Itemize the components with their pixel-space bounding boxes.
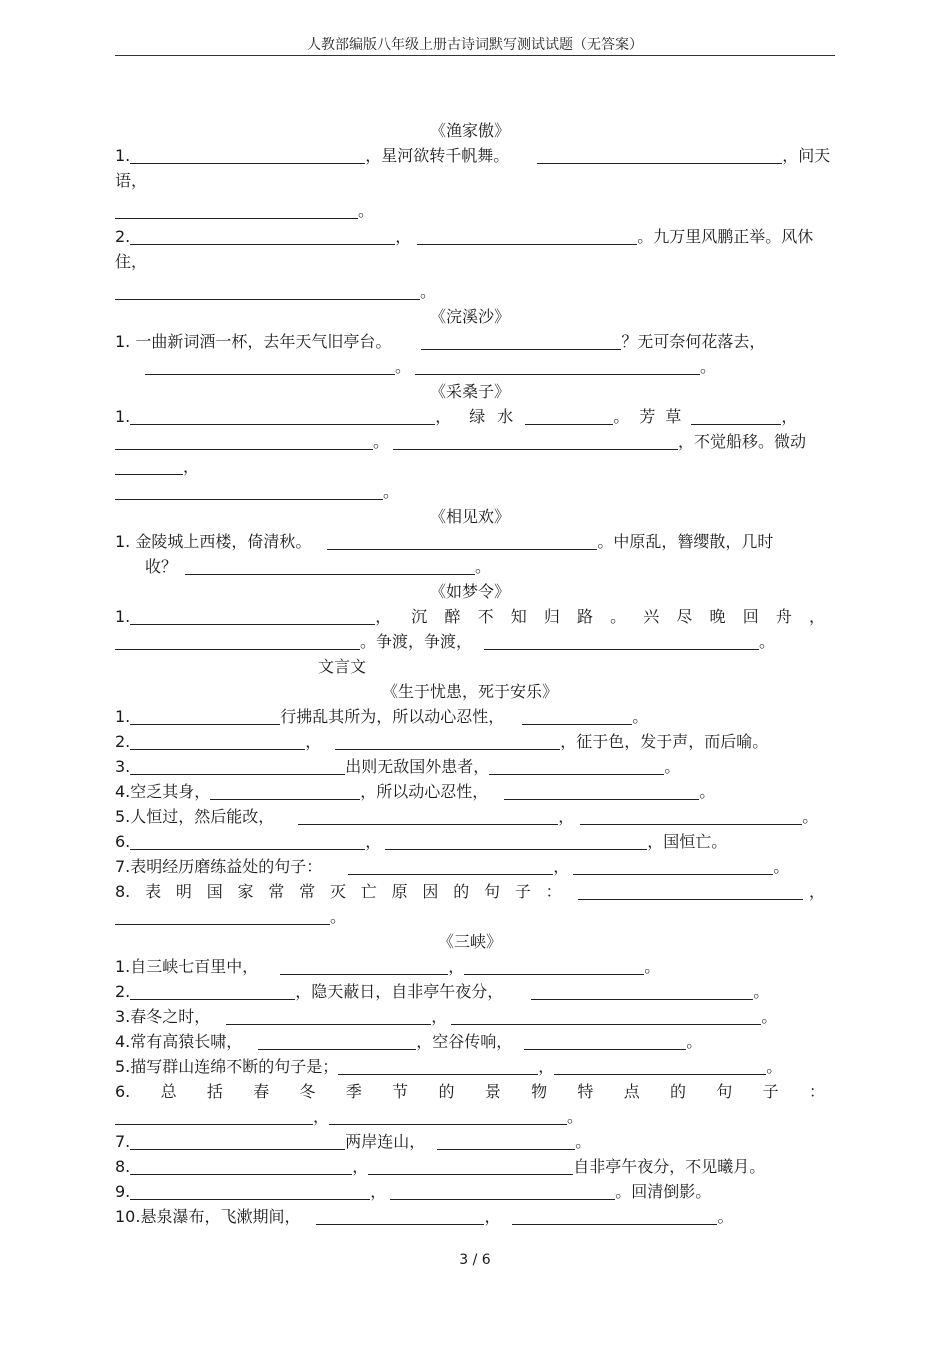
question-row [115, 754, 825, 779]
answer-blank[interactable] [522, 708, 632, 725]
question-text: 5.描写群山连绵不断的句子是； [115, 1057, 339, 1076]
answer-blank[interactable] [573, 858, 773, 875]
question-row [115, 454, 825, 479]
question-text: 10.悬泉瀑布，飞漱期间， [115, 1207, 301, 1226]
question-text: 。 [700, 357, 717, 376]
question-text: ， [435, 407, 452, 426]
question-text: 。 [699, 782, 716, 801]
char: 归 [543, 607, 560, 626]
question-row [115, 224, 825, 249]
question-row [115, 1029, 825, 1054]
answer-blank[interactable] [130, 608, 375, 625]
question-text: 3.春冬之时， [115, 1007, 211, 1026]
section-title-xiangjianhuan: 《相见欢》 [429, 507, 510, 526]
answer-blank[interactable] [115, 633, 360, 650]
question-text: 1. 金陵城上西楼，倚清秋。 [115, 532, 312, 551]
question-row [115, 529, 825, 554]
question-number: 2. [115, 227, 131, 246]
answer-blank[interactable] [130, 708, 280, 725]
question-text: 4.空乏其身， [115, 782, 211, 801]
question-text: 。 [420, 282, 437, 301]
char: 的 [438, 1082, 455, 1101]
question-text: 。 [761, 1007, 778, 1026]
question-text: ， [370, 1182, 387, 1201]
question-text: 5.人恒过，然后能改， [115, 807, 275, 826]
question-text: 。 [717, 1207, 734, 1226]
section-title-shengyuyouhuan: 《生于忧患，死于安乐》 [381, 682, 558, 701]
char: 回 [742, 607, 759, 626]
question-number: 2. [115, 982, 131, 1001]
question-row [115, 629, 825, 654]
question-text: ， [781, 407, 798, 426]
char: 的 [670, 1082, 687, 1101]
question-text: 。中原乱，簪缨散，几时 [597, 532, 774, 551]
char: 舟 [775, 607, 792, 626]
question-text: 。 [373, 432, 390, 451]
question-row [115, 168, 825, 193]
answer-blank[interactable] [258, 1033, 416, 1050]
answer-blank[interactable] [451, 1008, 761, 1025]
answer-blank[interactable] [368, 1158, 573, 1175]
question-number: 8. [115, 1157, 131, 1176]
question-row [115, 879, 825, 904]
char: 子 [762, 1082, 779, 1101]
question-text: 。争渡，争渡， [360, 632, 473, 651]
char: 节 [392, 1082, 409, 1101]
question-text: ， [375, 607, 392, 626]
question-text: 自非亭午夜分，不见曦月。 [573, 1157, 766, 1176]
char: 亡 [360, 882, 377, 901]
question-row [115, 1179, 825, 1204]
question-row [115, 704, 825, 729]
char: ， [808, 607, 825, 626]
char: 兴 [643, 607, 660, 626]
answer-blank[interactable] [115, 433, 373, 450]
answer-blank[interactable] [390, 1183, 615, 1200]
question-text: ， [183, 457, 200, 476]
answer-blank[interactable] [115, 1108, 313, 1125]
question-text: 。 [644, 957, 661, 976]
section-title-yujiaao: 《渔家傲》 [429, 121, 510, 140]
question-row [115, 829, 825, 854]
question-number: 2. [115, 732, 131, 751]
question-row [115, 329, 825, 354]
question-number: 6. [115, 832, 131, 851]
question-text: ， [484, 1207, 501, 1226]
question-text: 。 [753, 982, 770, 1001]
question-text: ，征于色，发于声，而后喻。 [560, 732, 769, 751]
char: 季 [345, 1082, 362, 1101]
answer-blank[interactable] [130, 408, 435, 425]
question-text: 出则无敌国外患者， [345, 757, 490, 776]
char: 景 [484, 1082, 501, 1101]
char: 句 [484, 882, 501, 901]
answer-blank[interactable] [417, 228, 637, 245]
question-text: ， [313, 1107, 330, 1126]
question-text: ， [305, 732, 322, 751]
char: 知 [510, 607, 527, 626]
char: 。 [610, 607, 627, 626]
char: 物 [531, 1082, 548, 1101]
char: 明 [175, 882, 192, 901]
char: 常 [299, 882, 316, 901]
answer-blank[interactable] [484, 633, 759, 650]
question-text: 1. 一曲新词酒一杯，去年天气旧亭台。 [115, 332, 392, 351]
question-number: 7. [115, 1132, 131, 1151]
question-row [115, 1079, 825, 1104]
answer-blank[interactable] [316, 1208, 484, 1225]
question-text: ，星河欲转千帆舞。 [365, 146, 510, 165]
question-text: 。 [575, 1132, 592, 1151]
question-number: 1. [115, 607, 131, 626]
answer-blank[interactable] [554, 1058, 766, 1075]
answer-blank[interactable] [115, 458, 183, 475]
question-text: 。 [567, 1107, 584, 1126]
question-text: 。 [383, 482, 400, 501]
question-text: 。 [759, 632, 776, 651]
char: 点 [623, 1082, 640, 1101]
answer-blank[interactable] [329, 1108, 567, 1125]
question-text: 7.表明经历磨练益处的句子： [115, 857, 323, 876]
question-text: 绿水 [469, 407, 526, 426]
answer-blank[interactable] [130, 833, 365, 850]
answer-blank[interactable] [578, 883, 803, 900]
answer-blank[interactable] [327, 533, 597, 550]
char: 常 [268, 882, 285, 901]
question-text: 。 [773, 857, 790, 876]
char: 晚 [709, 607, 726, 626]
answer-blank[interactable] [115, 283, 420, 300]
answer-blank[interactable] [210, 783, 360, 800]
char: 因 [422, 882, 439, 901]
answer-blank[interactable] [393, 433, 678, 450]
answer-blank[interactable] [130, 1133, 345, 1150]
worksheet [115, 118, 831, 1229]
section-title-huanxisha: 《浣溪沙》 [429, 307, 510, 326]
question-row [115, 404, 825, 429]
answer-blank[interactable] [130, 1158, 352, 1175]
question-text: ， [448, 957, 465, 976]
question-row [115, 1054, 825, 1079]
char: 尽 [676, 607, 693, 626]
spread-text [115, 879, 562, 904]
question-text: ？无可奈何花落去， [621, 332, 766, 351]
question-row [115, 1204, 825, 1229]
question-text: 住， [115, 252, 148, 271]
answer-blank[interactable] [115, 202, 358, 219]
question-text: 语， [115, 171, 148, 190]
char: 不 [477, 607, 494, 626]
question-text: ，问天 [782, 146, 831, 165]
answer-blank[interactable] [335, 733, 560, 750]
char: 醉 [444, 607, 461, 626]
char: ： [808, 1082, 825, 1101]
char: 表 [145, 882, 162, 901]
answer-blank[interactable] [130, 228, 395, 245]
question-text: ， [538, 1057, 555, 1076]
page-header: 人教部编版八年级上册古诗词默写测试试题（无答案） [307, 37, 643, 53]
section-title-caisangzi: 《采桑子》 [429, 382, 510, 401]
char: 沉 [411, 607, 428, 626]
question-row [115, 429, 825, 454]
question-row [115, 249, 825, 274]
answer-blank[interactable] [115, 483, 383, 500]
question-text: ， [352, 1157, 369, 1176]
question-text: ， [558, 807, 575, 826]
question-text: 。 [664, 757, 681, 776]
question-row [115, 779, 825, 804]
answer-blank[interactable] [489, 758, 664, 775]
answer-blank[interactable] [298, 808, 558, 825]
question-text: ， [553, 857, 570, 876]
answer-blank[interactable] [130, 1183, 370, 1200]
question-row [115, 554, 825, 579]
answer-blank[interactable] [512, 1208, 717, 1225]
char: 家 [237, 882, 254, 901]
question-text: ， [395, 227, 412, 246]
answer-blank[interactable] [691, 408, 781, 425]
char: 国 [206, 882, 223, 901]
question-text: 4.常有高猿长啸， [115, 1032, 243, 1051]
question-text: 两岸连山， [345, 1132, 426, 1151]
question-row [115, 804, 825, 829]
answer-blank[interactable] [226, 1008, 431, 1025]
question-row [115, 729, 825, 754]
char: 原 [391, 882, 408, 901]
section-title-sanxia: 《三峡》 [437, 932, 502, 951]
question-text: ，隐天蔽日，自非亭午夜分， [295, 982, 504, 1001]
answer-blank[interactable] [524, 1033, 686, 1050]
answer-blank[interactable] [185, 558, 475, 575]
question-row [115, 904, 825, 929]
question-text: 1.自三峡七百里中， [115, 957, 259, 976]
char: 路 [576, 607, 593, 626]
char: 春 [253, 1082, 270, 1101]
char: 特 [577, 1082, 594, 1101]
answer-blank[interactable] [115, 908, 330, 925]
question-row [115, 1129, 825, 1154]
answer-blank[interactable] [464, 958, 644, 975]
question-row [115, 979, 825, 1004]
question-row [115, 854, 825, 879]
answer-blank[interactable] [338, 1058, 538, 1075]
answer-blank[interactable] [525, 408, 613, 425]
header-rule [115, 55, 835, 56]
question-text: 。 [395, 357, 412, 376]
question-number: 9. [115, 1182, 131, 1201]
answer-blank[interactable] [348, 858, 553, 875]
char: 冬 [299, 1082, 316, 1101]
question-number: 1. [115, 707, 131, 726]
question-row [115, 1154, 825, 1179]
question-text: 收？ [145, 557, 178, 576]
question-number: 1. [115, 407, 131, 426]
answer-blank[interactable] [130, 733, 305, 750]
answer-blank[interactable] [531, 983, 753, 1000]
question-text: 。芳草 [613, 407, 692, 426]
char: 括 [206, 1082, 223, 1101]
answer-blank[interactable] [421, 333, 621, 350]
answer-blank[interactable] [415, 358, 700, 375]
answer-blank[interactable] [145, 358, 395, 375]
question-text: 。 [766, 1057, 783, 1076]
question-text: 行拂乱其所为，所以动心忍性， [280, 707, 505, 726]
spread-text [411, 604, 825, 629]
answer-blank[interactable] [130, 983, 295, 1000]
question-row [115, 1004, 825, 1029]
question-text: ， [808, 882, 825, 901]
question-text: ，不觉船移。微动 [678, 432, 807, 451]
question-text: ，空谷传响， [416, 1032, 513, 1051]
char: ： [545, 882, 562, 901]
question-text: ， [365, 832, 382, 851]
question-row [115, 1104, 825, 1129]
char: 句 [716, 1082, 733, 1101]
question-number: 3. [115, 757, 131, 776]
question-text: 。 [802, 807, 819, 826]
char: 子 [514, 882, 531, 901]
question-text: 。九万里风鹏正举。风休 [637, 227, 814, 246]
question-row [115, 479, 825, 504]
question-row [115, 354, 825, 379]
question-text: ，国恒亡。 [647, 832, 728, 851]
question-text: ，所以动心忍性， [360, 782, 489, 801]
page-number: 3 / 6 [459, 1252, 491, 1268]
answer-blank[interactable] [130, 147, 365, 164]
answer-blank[interactable] [504, 783, 699, 800]
question-row [115, 143, 831, 168]
question-text: 。 [330, 907, 347, 926]
answer-blank[interactable] [130, 758, 345, 775]
question-text: 。 [358, 201, 375, 220]
question-text: 。回清倒影。 [615, 1182, 712, 1201]
question-text: ， [431, 1007, 448, 1026]
section-heading-classical: 文言文 [318, 657, 367, 676]
answer-blank[interactable] [385, 833, 647, 850]
char: 的 [453, 882, 470, 901]
char: 8. [115, 882, 131, 901]
question-text: 。 [475, 557, 492, 576]
question-row [115, 198, 825, 223]
answer-blank[interactable] [580, 808, 802, 825]
answer-blank[interactable] [537, 147, 782, 164]
question-row [115, 279, 825, 304]
char: 灭 [329, 882, 346, 901]
section-title-rumengling: 《如梦令》 [429, 582, 510, 601]
char: 6. [115, 1082, 131, 1101]
question-number: 1. [115, 146, 131, 165]
question-text: 。 [686, 1032, 703, 1051]
answer-blank[interactable] [437, 1133, 575, 1150]
question-row [115, 604, 825, 629]
char: 总 [160, 1082, 177, 1101]
question-row [115, 954, 825, 979]
answer-blank[interactable] [280, 958, 448, 975]
question-text: 。 [632, 707, 649, 726]
